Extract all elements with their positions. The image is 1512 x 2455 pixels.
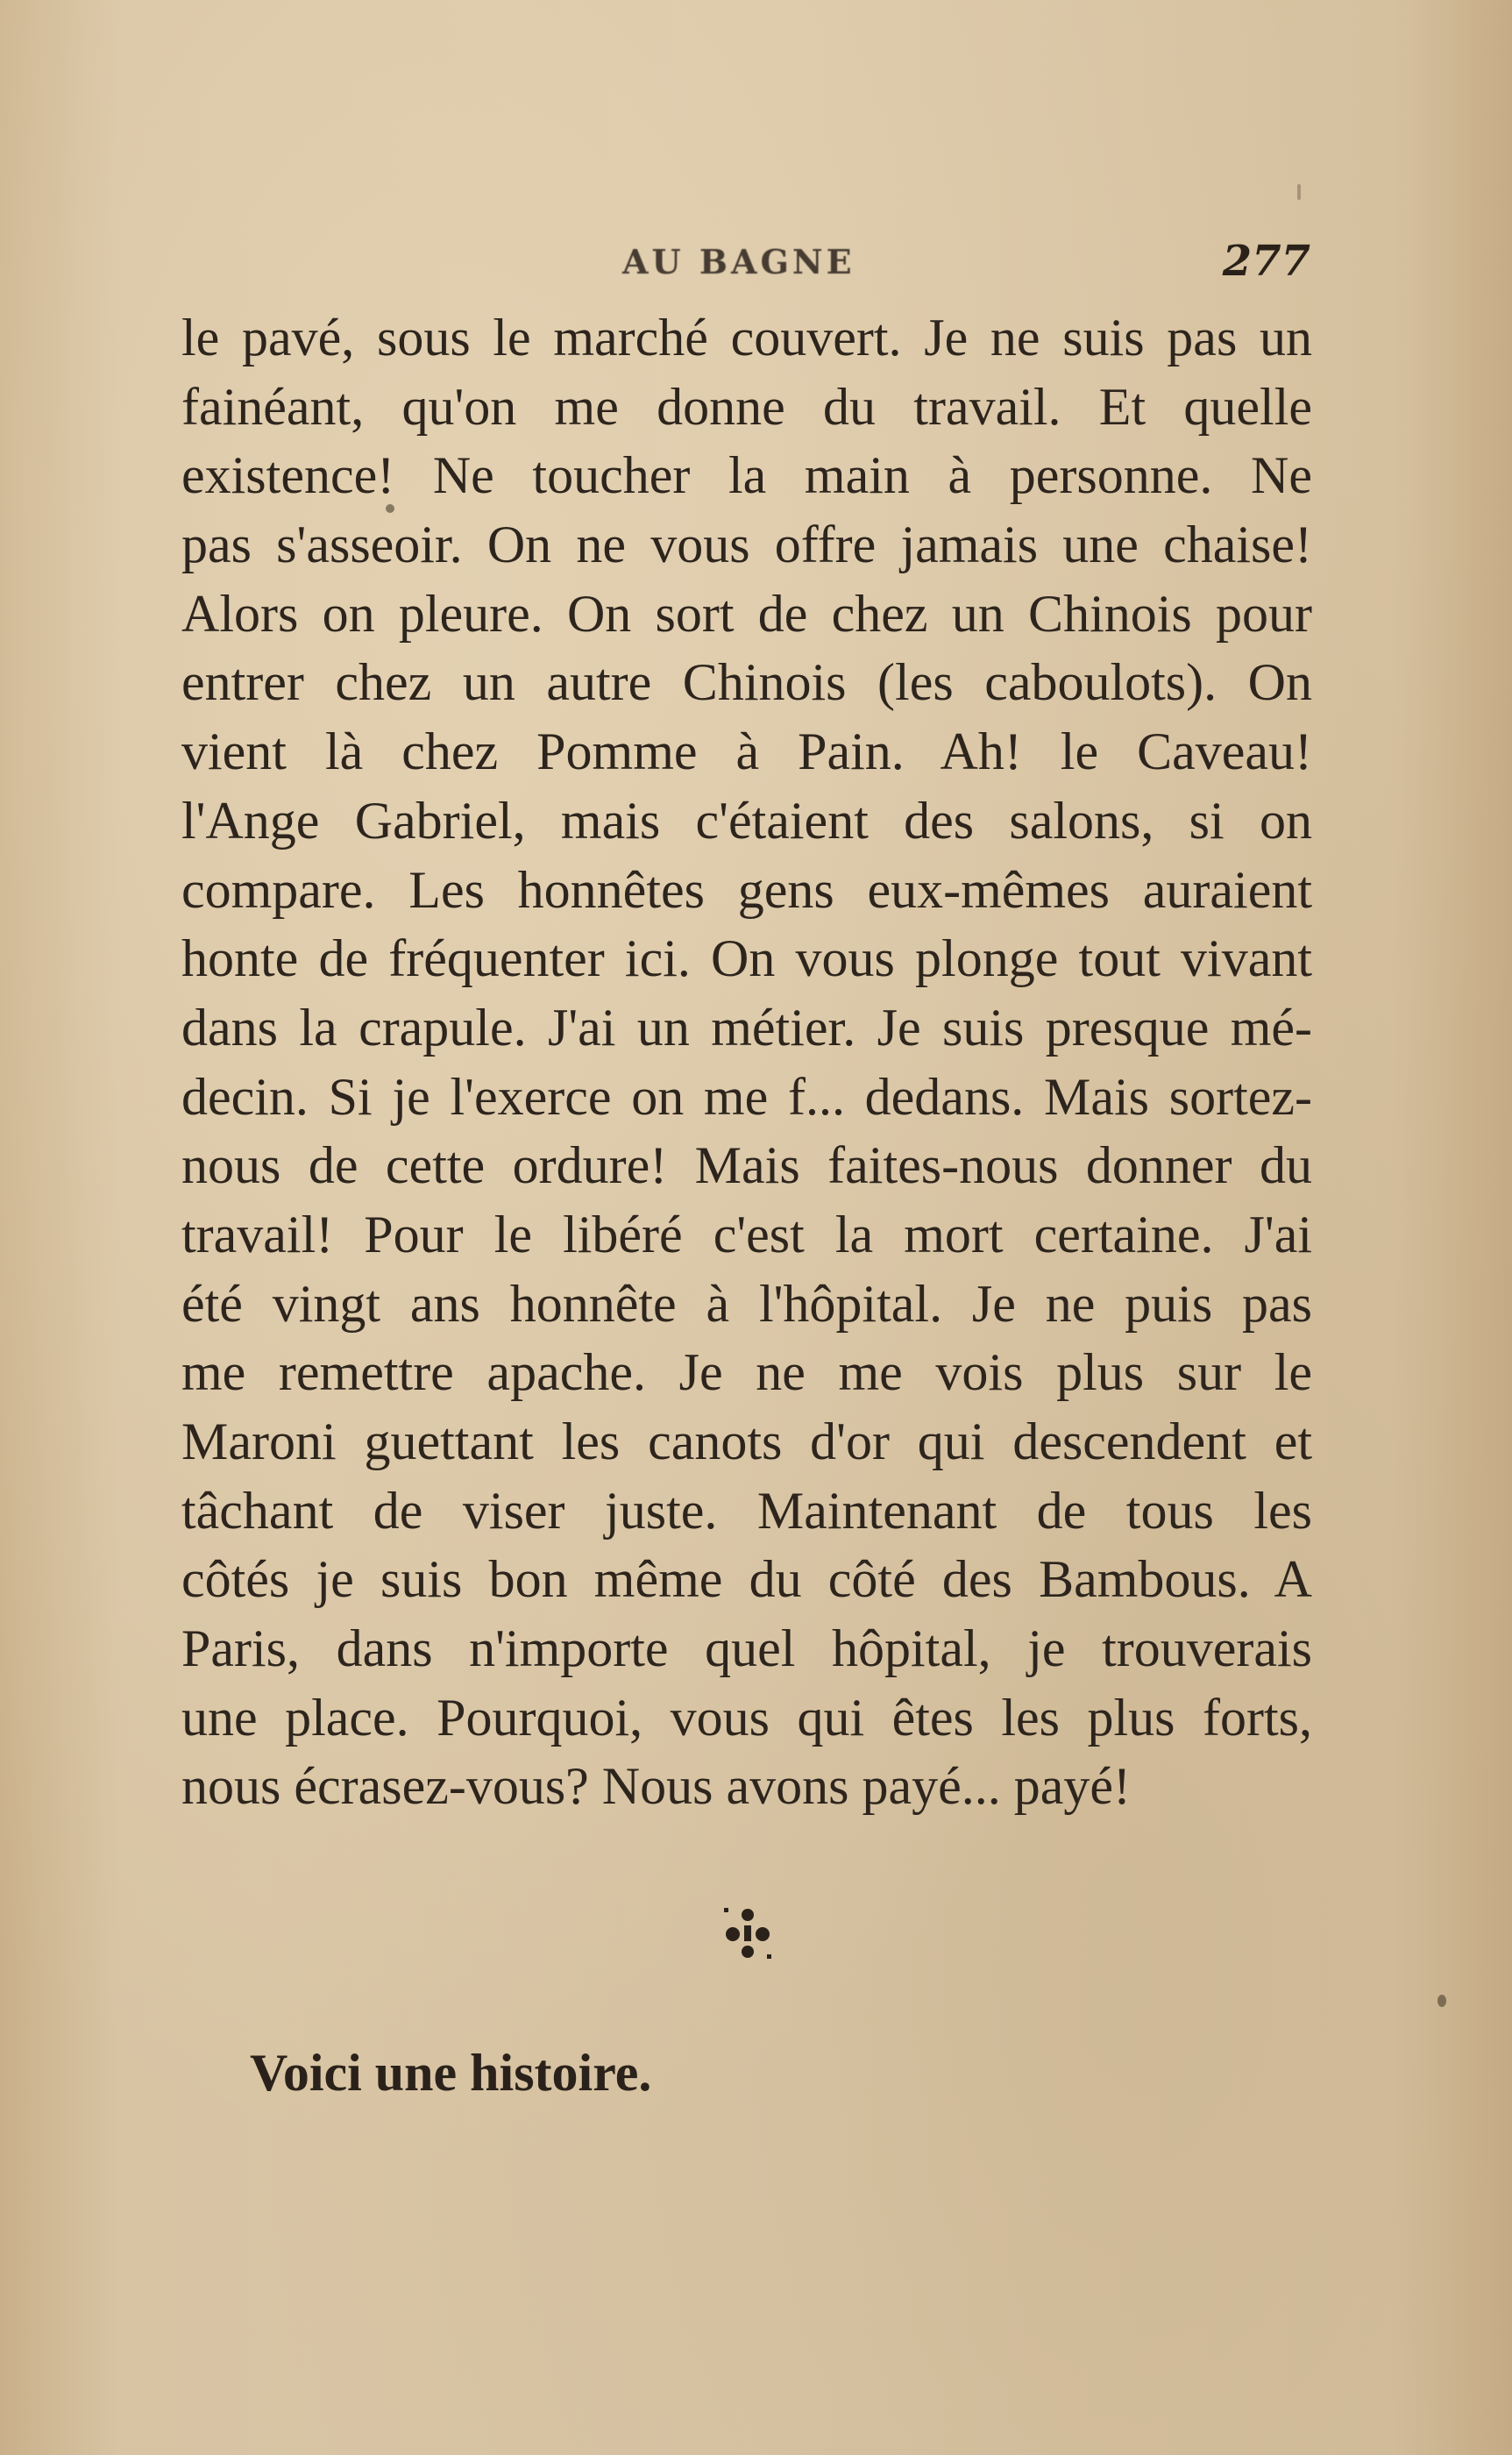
text-line: Alors on pleure. On sort de chez un Chinois pour (181, 584, 1312, 643)
text-line: travail! Pour le libéré c'est la mort certaine. J'ai (181, 1205, 1312, 1263)
text-line: une place. Pourquoi, vous qui êtes les plus forts, (181, 1688, 1312, 1747)
text-line: été vingt ans honnête à l'hôpital. Je ne puis pas (181, 1274, 1312, 1333)
text-line: l'Ange Gabriel, mais c'étaient des salons, si on (181, 791, 1312, 850)
text-line: Paris, dans n'importe quel hôpital, je trouverais (181, 1619, 1312, 1678)
running-head: AU BAGNE (622, 242, 855, 281)
text-line: existence! Ne toucher la main à personne. Ne (181, 446, 1312, 505)
text-line: vient là chez Pomme à Pain. Ah! le Caveau! (181, 722, 1312, 781)
text-line: honte de fréquenter ici. On vous plonge tout vivant (181, 929, 1312, 988)
ink-speck (1297, 184, 1301, 200)
text-line: tâchant de viser juste. Maintenant de tous les (181, 1481, 1312, 1540)
section-ornament-icon (717, 1903, 778, 1964)
text-line: le pavé, sous le marché couvert. Je ne suis pas un (181, 309, 1312, 366)
body-paragraph (181, 303, 1312, 1821)
text-line: me remettre apache. Je ne me vois plus sur le (181, 1343, 1312, 1402)
text-line: entrer chez un autre Chinois (les caboulots). On (181, 653, 1312, 712)
text-line: compare. Les honnêtes gens eux-mêmes auraient (181, 860, 1312, 919)
text-line: nous de cette ordure! Mais faites-nous donner du (181, 1136, 1312, 1195)
text-line: decin. Si je l'exerce on me f... dedans. Mais sortez- (181, 1067, 1312, 1126)
ink-speck (386, 504, 394, 513)
text-line: Maroni guettant les canots d'or qui descendent et (181, 1413, 1312, 1470)
page-header (180, 230, 1310, 291)
ink-speck (1437, 1995, 1446, 2007)
page-number: 277 (1222, 237, 1310, 286)
text-line: nous écrasez-vous? Nous avons payé... payé! (181, 1757, 1131, 1816)
text-line: fainéant, qu'on me donne du travail. Et quelle (181, 377, 1312, 436)
closing-line: Voici une histoire. (250, 2044, 652, 2102)
text-line: pas s'asseoir. On ne vous offre jamais une chaise! (181, 516, 1312, 574)
text-line: dans la crapule. J'ai un métier. Je suis presque mé- (181, 998, 1312, 1057)
text-line: côtés je suis bon même du côté des Bambous. A (181, 1550, 1312, 1609)
